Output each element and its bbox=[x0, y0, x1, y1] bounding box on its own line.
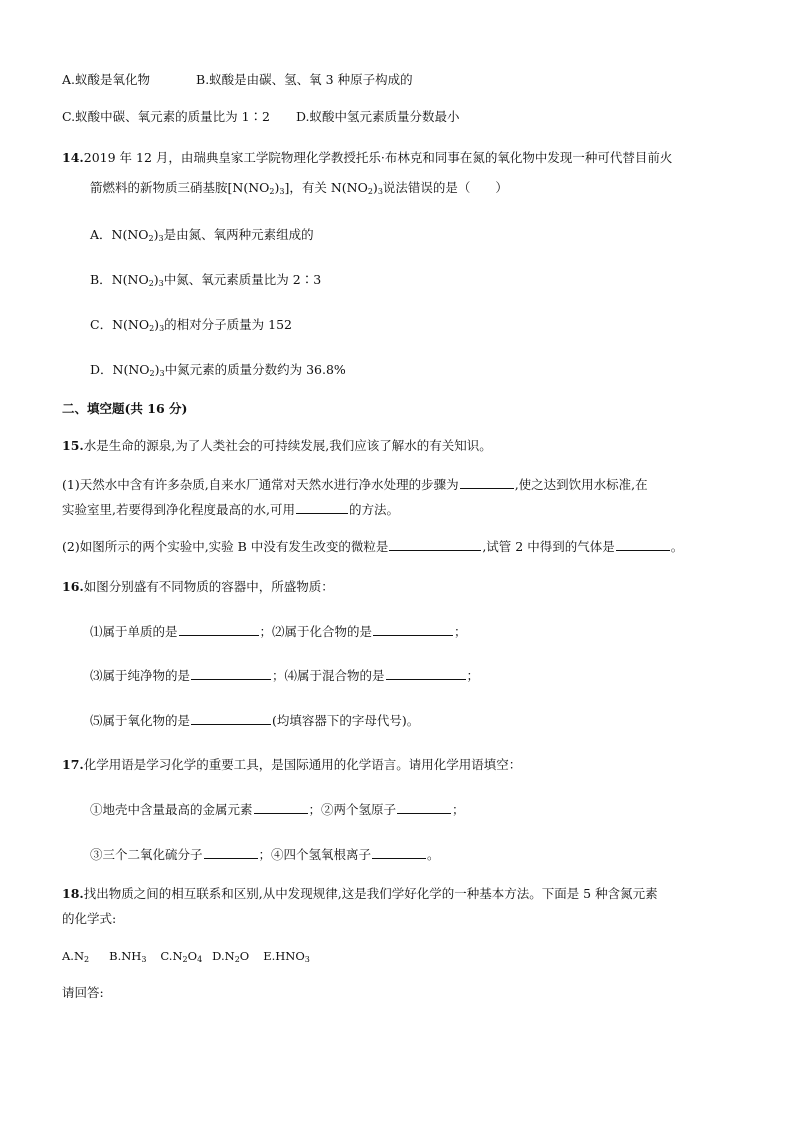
formula: ) bbox=[154, 362, 160, 377]
subscript: 2 bbox=[234, 955, 240, 964]
q16-text: ； bbox=[466, 668, 480, 683]
subscript: 2 bbox=[148, 279, 154, 288]
q14-stem-part: ) bbox=[274, 180, 280, 195]
option-label: B． bbox=[90, 272, 112, 287]
q14-stem-part: 箭燃料的新物质三硝基胺[N(NO bbox=[90, 180, 270, 195]
subscript: 3 bbox=[159, 324, 165, 333]
q14-stem-part: ]，有关 N(NO bbox=[284, 180, 368, 195]
q16-stem bbox=[62, 578, 334, 596]
q15-text: (2)如图所示的两个实验中,实验 B 中没有发生改变的微粒是 bbox=[62, 539, 389, 554]
q16-line2 bbox=[90, 666, 479, 685]
q14-option-b bbox=[90, 271, 321, 289]
q15-text: 。 bbox=[670, 539, 684, 554]
q16-text: ⑴属于单质的是 bbox=[90, 624, 178, 639]
option-text: 中氮元素的质量分数约为 36.8% bbox=[164, 362, 346, 377]
q16-text: (均填容器下的字母代号)。 bbox=[272, 713, 420, 728]
q18-stem-text: 找出物质之间的相互联系和区别,从中发现规律,这是我们学好化学的一种基本方法。下面是 5 种含氮元素 bbox=[83, 886, 658, 901]
subscript: 2 bbox=[84, 955, 90, 964]
q13-option-d: D.蚁酸中氢元素质量分数最小 bbox=[295, 109, 460, 124]
q18-stem-line2: 的化学式: bbox=[62, 911, 117, 926]
q15-text: ,试管 2 中得到的气体是 bbox=[482, 539, 615, 554]
q15-part1-line1 bbox=[62, 475, 648, 494]
q14-stem-part: ) bbox=[372, 180, 378, 195]
subscript: 3 bbox=[159, 369, 165, 378]
q13-row-cd bbox=[62, 108, 460, 126]
answer-blank[interactable] bbox=[296, 500, 348, 514]
q17-line2 bbox=[90, 845, 440, 864]
formula: N(NO bbox=[111, 227, 149, 242]
answer-blank[interactable] bbox=[389, 537, 481, 551]
question-number: 14. bbox=[62, 150, 84, 165]
q15-text: 实验室里,若要得到净化程度最高的水,可用 bbox=[62, 502, 295, 517]
q17-line1 bbox=[90, 800, 465, 819]
question-number: 17. bbox=[62, 757, 84, 772]
subscript: 2 bbox=[269, 187, 275, 196]
option-text: 中氮、氧元素质量比为 2∶3 bbox=[163, 272, 322, 287]
q17-text: ；②两个氢原子 bbox=[308, 802, 397, 817]
q16-text: ；⑵属于化合物的是 bbox=[259, 624, 373, 639]
question-number: 15. bbox=[62, 438, 84, 453]
q17-text: 。 bbox=[427, 847, 440, 862]
q15-part2 bbox=[62, 537, 683, 556]
q16-line3 bbox=[90, 711, 419, 730]
formula-d bbox=[212, 949, 249, 963]
subscript: 3 bbox=[158, 279, 164, 288]
q14-stem-line2 bbox=[90, 179, 508, 197]
subscript: 3 bbox=[158, 234, 164, 243]
q14-stem-line1 bbox=[62, 149, 672, 167]
q15-text: (1)天然水中含有许多杂质,自来水厂通常对天然水进行净水处理的步骤为 bbox=[62, 477, 459, 492]
formula-text: C.N bbox=[160, 949, 183, 963]
q17-stem bbox=[62, 756, 521, 774]
question-number: 16. bbox=[62, 579, 84, 594]
formula: N(NO bbox=[112, 362, 150, 377]
q15-text: ,使之达到饮用水标准,在 bbox=[514, 477, 648, 492]
q16-text: ； bbox=[454, 624, 467, 639]
q17-stem-text: 化学用语是学习化学的重要工具，是国际通用的化学语言。请用化学用语填空： bbox=[83, 757, 522, 772]
q13-option-c: C.蚁酸中碳、氧元素的质量比为 1∶2 bbox=[62, 109, 270, 124]
answer-blank[interactable] bbox=[179, 622, 259, 636]
option-label: C． bbox=[90, 317, 113, 332]
answer-blank[interactable] bbox=[460, 475, 514, 489]
answer-blank[interactable] bbox=[616, 537, 670, 551]
formula: N(NO bbox=[111, 272, 149, 287]
option-text: 的相对分子质量为 152 bbox=[164, 317, 292, 332]
q13-row-ab bbox=[62, 71, 413, 89]
subscript: 3 bbox=[141, 955, 147, 964]
answer-blank[interactable] bbox=[191, 711, 271, 725]
answer-blank[interactable] bbox=[397, 800, 451, 814]
formula-e bbox=[263, 949, 310, 963]
q14-option-a bbox=[90, 226, 314, 244]
answer-blank[interactable] bbox=[373, 622, 453, 636]
q17-text: ；④四个氢氧根离子 bbox=[258, 847, 372, 862]
formula-text: E.HNO bbox=[263, 949, 305, 963]
q15-stem bbox=[62, 437, 492, 455]
formula: ) bbox=[153, 272, 159, 287]
q15-text: 的方法。 bbox=[348, 502, 399, 517]
subscript: 3 bbox=[377, 187, 383, 196]
subscript: 2 bbox=[149, 324, 155, 333]
formula: N(NO bbox=[112, 317, 150, 332]
q17-text: ； bbox=[452, 802, 465, 817]
formula: ) bbox=[154, 317, 160, 332]
subscript: 4 bbox=[197, 955, 203, 964]
formula-text: D.N bbox=[212, 949, 235, 963]
q18-ask: 请回答: bbox=[62, 985, 104, 1000]
formula: ) bbox=[153, 227, 159, 242]
q14-stem-text: 2019 年 12 月，由瑞典皇家工学院物理化学教授托乐·布林克和同事在氮的氧化物中发现一种可代替目前火 bbox=[83, 150, 673, 165]
q18-formulas bbox=[62, 947, 310, 965]
formula-text: O bbox=[239, 949, 250, 963]
q13-option-b: B.蚁酸是由碳、氢、氧 3 种原子构成的 bbox=[196, 72, 413, 87]
formula-a bbox=[62, 949, 89, 963]
subscript: 2 bbox=[182, 955, 188, 964]
q17-text: ③三个二氧化硫分子 bbox=[90, 847, 203, 862]
q15-part1-line2 bbox=[62, 500, 399, 519]
q17-text: ①地壳中含量最高的金属元素 bbox=[90, 802, 253, 817]
subscript: 2 bbox=[367, 187, 373, 196]
q15-stem-text: 水是生命的源泉,为了人类社会的可持续发展,我们应该了解水的有关知识。 bbox=[83, 438, 492, 453]
q18-stem-line1 bbox=[62, 885, 658, 903]
formula-text: B.NH bbox=[109, 949, 142, 963]
q14-option-c bbox=[90, 316, 292, 334]
q16-text: ⑶属于纯净物的是 bbox=[90, 668, 191, 683]
q13-option-a: A.蚁酸是氧化物 bbox=[62, 72, 151, 87]
answer-blank[interactable] bbox=[254, 800, 308, 814]
option-label: A． bbox=[90, 227, 112, 242]
subscript: 3 bbox=[279, 187, 285, 196]
option-label: D． bbox=[90, 362, 113, 377]
answer-blank[interactable] bbox=[191, 666, 271, 680]
subscript: 3 bbox=[304, 955, 310, 964]
formula-text: O bbox=[187, 949, 198, 963]
formula-b bbox=[109, 949, 146, 963]
subscript: 2 bbox=[149, 369, 155, 378]
q14-option-d bbox=[90, 361, 346, 379]
q16-text: ⑸属于氧化物的是 bbox=[90, 713, 191, 728]
answer-blank[interactable] bbox=[372, 845, 426, 859]
answer-blank[interactable] bbox=[204, 845, 258, 859]
q16-text: ；⑷属于混合物的是 bbox=[272, 668, 385, 683]
option-text: 是由氮、氧两种元素组成的 bbox=[163, 227, 314, 242]
formula-c bbox=[160, 949, 202, 963]
q16-line1 bbox=[90, 622, 467, 641]
answer-blank[interactable] bbox=[386, 666, 466, 680]
question-number: 18. bbox=[62, 886, 84, 901]
q14-stem-part: 说法错误的是（ ） bbox=[382, 180, 508, 195]
q16-stem-text: 如图分别盛有不同物质的容器中，所盛物质： bbox=[83, 579, 334, 594]
section-heading: 二、填空题(共 16 分) bbox=[62, 401, 188, 416]
subscript: 2 bbox=[148, 234, 154, 243]
formula-text: A.N bbox=[62, 949, 85, 963]
